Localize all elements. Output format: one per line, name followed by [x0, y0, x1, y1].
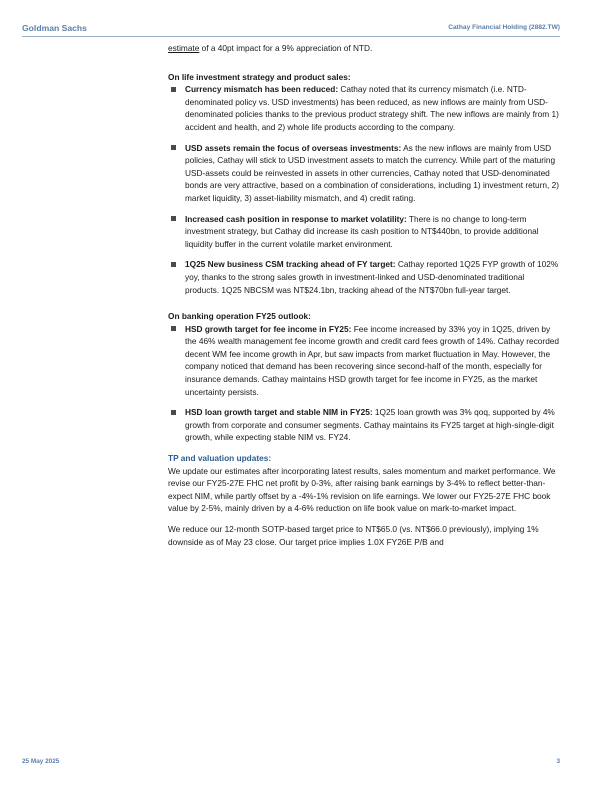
- main-content: [168, 42, 560, 556]
- bullet-heading: Increased cash position in response to market volatility:: [185, 213, 407, 224]
- list-item: [168, 83, 560, 133]
- bullet-body: Cathay reported 1Q25 FYP growth of 102% yoy, thanks to the strong sales growth in investment-linked and USD-denominated traditional products. 1Q25 NBCSM was NT$24.1bn, tracking ahead of the NT$70bn full-year target.: [185, 259, 559, 295]
- banking-bullet-list: [168, 323, 560, 444]
- lead-paragraph: [168, 42, 560, 55]
- bullet-square-icon: [171, 145, 176, 150]
- bullet-heading: HSD loan growth target and stable NIM in FY25:: [185, 407, 373, 418]
- list-item: [168, 323, 560, 399]
- brand-name: Goldman Sachs: [22, 23, 87, 33]
- bullet-square-icon: [171, 410, 176, 415]
- bullet-square-icon: [171, 262, 176, 267]
- tp-paragraph: We update our estimates after incorporating latest results, sales momentum and market performance. We revise our FY25-27E FHC net profit by 0-3%, after raising bank earnings by 3-4% to reflect better-than-expect NIM, while partly offset by a -4%-1% revision on life earnings. We lower our FY25-27E FHC book value by 2-5%, mainly driven by a 4-6% reduction on life book value on mark-to-market impact.: [168, 465, 556, 514]
- bullet-heading: HSD growth target for fee income in FY25:: [185, 323, 352, 334]
- list-item: [168, 213, 560, 251]
- bullet-square-icon: [171, 87, 176, 92]
- bullet-body: 1Q25 loan growth was 3% qoq, supported by 4% growth from corporate and consumer segments. Cathay maintains its FY25 target at high-single-digit growth, while expecting stable NIM vs. FY24.: [185, 407, 555, 443]
- life-bullet-list: [168, 83, 560, 296]
- bullet-body: As the new inflows are mainly from USD policies, Cathay will stick to USD investment assets to match the currency. While part of the maturing USD-assets could be reinvested in assets in other currencies, Cathay noted that USD-denominated bonds are very attractive, based on a combination of considerations, including 1) investment return, 2) market liquidity, 3) asset-liability mismatch, and 4) credit rating.: [185, 142, 560, 203]
- bullet-body: Cathay noted that its currency mismatch (i.e. NTD-denominated policy vs. USD investments) has been reduced, as new inflows are mainly from USD-denominated policies thanks to the previous product strategy shift. The new inflows are mainly from 1) accident and health, and 2) whole life products according to the company.: [185, 84, 559, 132]
- lead-text: of a 40pt impact for a 9% appreciation of NTD.: [199, 43, 373, 53]
- header-divider: [22, 36, 560, 37]
- bullet-square-icon: [171, 216, 176, 221]
- report-title: Cathay Financial Holding (2882.TW): [448, 24, 560, 31]
- banking-section-heading: On banking operation FY25 outlook:: [168, 311, 311, 322]
- bullet-heading: 1Q25 New business CSM tracking ahead of FY target:: [185, 259, 396, 270]
- bullet-body: There is no change to long-term investment strategy, but Cathay did increase its cash position to NT$440bn, to provide additional liquidity buffer in the current volatile market environment.: [185, 213, 539, 249]
- bullet-square-icon: [171, 326, 176, 331]
- list-item: [168, 406, 560, 444]
- list-item: [168, 258, 560, 296]
- list-item: [168, 142, 560, 205]
- page-number: 3: [556, 758, 560, 765]
- footer-date: 25 May 2025: [22, 758, 60, 765]
- life-section-heading: On life investment strategy and product sales:: [168, 71, 351, 82]
- bullet-heading: USD assets remain the focus of overseas investments:: [185, 142, 402, 153]
- bullet-heading: Currency mismatch has been reduced:: [185, 84, 339, 95]
- bullet-body: Fee income increased by 33% yoy in 1Q25, driven by the 46% wealth management fee income growth and credit card fees growth of 14%. Cathay recorded decent WM fee income growth in Apr, but saw impacts from market fluctuation in May. However, the company noticed that demand has been recovering since second-half of the month, especially for insurance demands. Cathay maintains HSD growth target for fee income in FY25, as the market uncertainty persists.: [185, 323, 560, 397]
- estimate-link[interactable]: estimate: [168, 43, 200, 53]
- tp-section-heading: TP and valuation updates:: [168, 453, 272, 464]
- tp-paragraph: We reduce our 12-month SOTP-based target price to NT$65.0 (vs. NT$66.0 previously), implying 1% downside as of May 23 close. Our target price implies 1.0X FY26E P/B and: [168, 524, 539, 547]
